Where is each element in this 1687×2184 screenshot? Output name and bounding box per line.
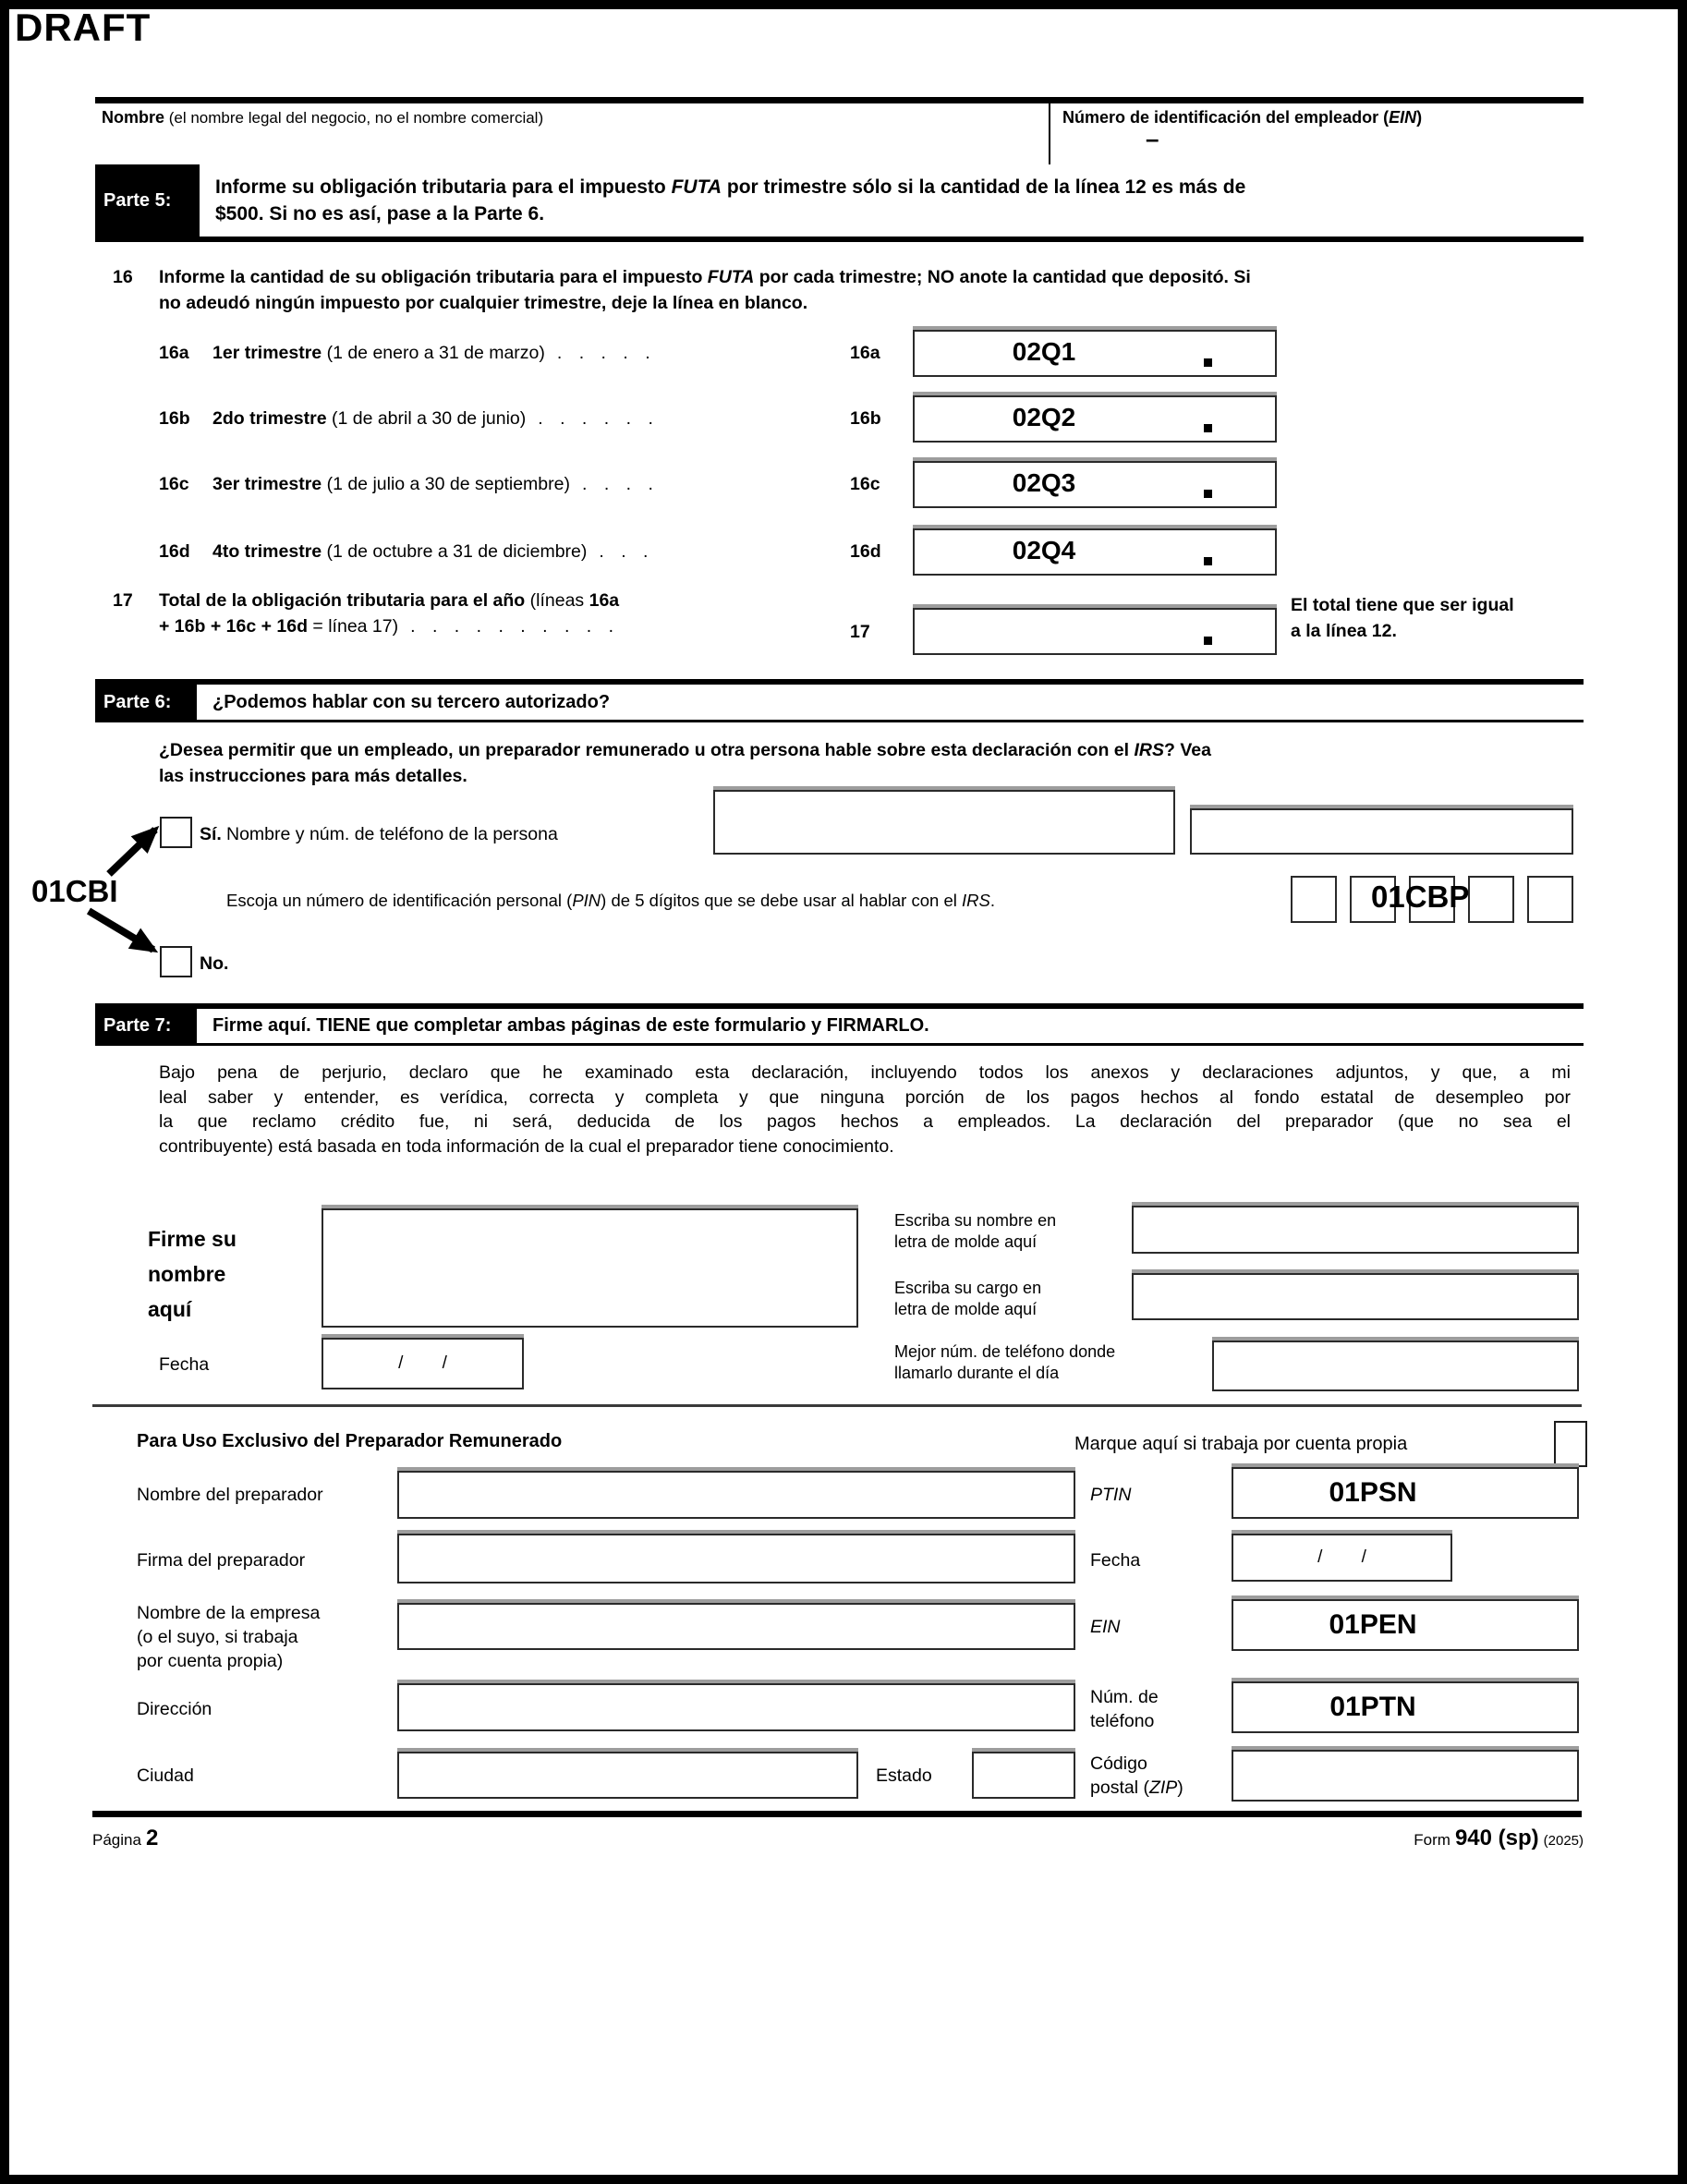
field-code-ptin: 01PSN <box>1329 1477 1417 1508</box>
page-number: Página 2 <box>92 1826 159 1850</box>
part6-label: Parte 6: <box>95 685 197 720</box>
row-16c-id-right: 16c <box>850 474 880 494</box>
amount-field-16b[interactable] <box>913 395 1277 443</box>
draft-watermark: DRAFT <box>15 6 152 49</box>
row-16a-label: 1er trimestre (1 de enero a 31 de marzo) . . . . . <box>212 343 650 363</box>
part7-label: Parte 7: <box>95 1009 197 1043</box>
business-name-label: Nombre (el nombre legal del negocio, no el nombre comercial) <box>102 108 544 127</box>
field-code-16c: 02Q3 <box>1012 468 1076 497</box>
line17-note-line1: El total tiene que ser igual <box>1291 595 1514 615</box>
row-16b-label: 2do trimestre (1 de abril a 30 de junio) . . . . . . <box>212 408 653 429</box>
preparer-name-field[interactable] <box>397 1471 1075 1519</box>
line17-text-line2: + 16b + 16c + 16d = línea 17) . . . . . . . . . . <box>159 616 614 637</box>
row-16d-label: 4to trimestre (1 de octubre a 31 de diciembre) . . . <box>212 541 649 562</box>
field-code-16d: 02Q4 <box>1012 536 1076 564</box>
state-label: Estado <box>876 1765 932 1786</box>
row-16b-id-right: 16b <box>850 408 881 429</box>
line17-text-line1: Total de la obligación tributaria para el año (líneas 16a <box>159 590 620 611</box>
state-field[interactable] <box>972 1752 1075 1799</box>
self-employed-label: Marque aquí si trabaja por cuenta propia <box>1074 1434 1408 1454</box>
field-code-phone: 01PTN <box>1329 1692 1416 1722</box>
designee-name-field[interactable] <box>713 790 1175 855</box>
amount-field-16a[interactable] <box>913 330 1277 377</box>
part6-bar <box>95 685 1584 722</box>
pin-field-code: 01CBP <box>1371 880 1470 914</box>
form-id: Form 940 (sp) (2025) <box>1414 1826 1584 1850</box>
perjury-line-2: leal saber y entender, es verídica, correcta y completa y que ninguna porción de los pagos hechos al fondo estatal de desempleo por <box>159 1087 1571 1108</box>
row-16a-id-right: 16a <box>850 343 880 363</box>
print-title-field[interactable] <box>1132 1273 1579 1320</box>
zip-field[interactable] <box>1232 1750 1579 1802</box>
business-name-field[interactable] <box>102 127 1039 164</box>
part5-label: Parte 5: <box>95 164 200 237</box>
print-name-label: Escriba su nombre en letra de molde aquí <box>894 1211 1057 1251</box>
line17-note-line2: a la línea 12. <box>1291 621 1397 641</box>
part6-intro-line1: ¿Desea permitir que un empleado, un preparador remunerado u otra persona hable sobre esta declaración con el IRS? Vea <box>159 740 1211 760</box>
preparer-phone-field[interactable] <box>1232 1681 1579 1733</box>
preparer-ein-label: EIN <box>1090 1617 1121 1637</box>
ein-field[interactable] <box>1053 127 1580 164</box>
pin-digit-box-5[interactable] <box>1527 876 1573 923</box>
yes-description: Nombre y núm. de teléfono de la persona <box>226 824 558 844</box>
leader-dots: . . . . <box>581 474 653 494</box>
ptin-field[interactable] <box>1232 1467 1579 1519</box>
field-code-16a: 02Q1 <box>1012 337 1076 366</box>
row-16a-id: 16a <box>159 343 189 363</box>
header-divider <box>1049 103 1050 166</box>
leader-dots: . . . . . . <box>538 408 653 429</box>
sign-date-field[interactable] <box>322 1338 524 1389</box>
self-employed-checkbox[interactable] <box>1554 1421 1587 1467</box>
print-name-field[interactable] <box>1132 1206 1579 1254</box>
part5-bar <box>95 164 1584 242</box>
preparer-date-field[interactable] <box>1232 1534 1452 1582</box>
row-16c-label: 3er trimestre (1 de julio a 30 de septiembre) . . . . <box>212 474 653 494</box>
part5-title: Informe su obligación tributaria para el impuesto FUTA por trimestre sólo si la cantidad de la línea 12 es más de $500. Si no es así, pase a la Parte 6. <box>215 176 1246 224</box>
preparer-phone-label: Núm. de teléfono <box>1090 1687 1159 1731</box>
cbi-arrows <box>18 804 185 970</box>
part6-intro-line2: las instrucciones para más detalles. <box>159 766 467 786</box>
print-title-label: Escriba su cargo en letra de molde aquí <box>894 1279 1042 1318</box>
part6-title: ¿Podemos hablar con su tercero autorizado? <box>212 691 611 712</box>
signature-field[interactable] <box>322 1208 858 1328</box>
row-16d-id: 16d <box>159 541 190 562</box>
line17-number: 17 <box>113 590 133 611</box>
pin-instruction: Escoja un número de identificación personal (PIN) de 5 dígitos que se debe usar al hablar con el IRS. <box>226 891 995 910</box>
cbi-field-code: 01CBI <box>31 874 118 908</box>
date-slashes: / / <box>1317 1547 1366 1567</box>
date-slashes: / / <box>398 1353 447 1373</box>
yes-label: Sí. <box>200 824 222 844</box>
header-top-rule <box>95 97 1584 103</box>
row-16b-id: 16b <box>159 408 190 429</box>
amount-field-16d[interactable] <box>913 528 1277 576</box>
ptin-label: PTIN <box>1090 1485 1132 1505</box>
address-label: Dirección <box>137 1699 212 1719</box>
leader-dots: . . . <box>599 541 649 562</box>
part7-bar <box>95 1009 1584 1046</box>
leader-dots: . . . . . <box>556 343 650 363</box>
preparer-signature-field[interactable] <box>397 1534 1075 1583</box>
leader-dots: . . . . . . . . . . <box>410 616 614 637</box>
preparer-ein-field[interactable] <box>1232 1599 1579 1651</box>
decimal-dot <box>1204 490 1212 498</box>
row-16d-id-right: 16d <box>850 541 881 562</box>
address-field[interactable] <box>397 1683 1075 1731</box>
decimal-dot <box>1204 424 1212 432</box>
field-code-16b: 02Q2 <box>1012 403 1076 431</box>
field-code-ein: 01PEN <box>1329 1609 1417 1640</box>
perjury-line-4: contribuyente) está basada en toda información de la cual el preparador tiene conocimiento. <box>159 1136 894 1157</box>
row-16c-id: 16c <box>159 474 189 494</box>
city-field[interactable] <box>397 1752 858 1799</box>
designee-phone-field[interactable] <box>1190 808 1573 855</box>
firm-name-field[interactable] <box>397 1603 1075 1650</box>
amount-field-16c[interactable] <box>913 461 1277 508</box>
no-label: No. <box>200 953 229 974</box>
line17-id-right: 17 <box>850 622 870 642</box>
decimal-dot <box>1204 358 1212 367</box>
part7-title: Firme aquí. TIENE que completar ambas páginas de este formulario y FIRMARLO. <box>212 1015 929 1036</box>
perjury-line-1: Bajo pena de perjurio, declaro que he examinado esta declaración, incluyendo todos los anexos y declaraciones adjuntos, y que, a mi <box>159 1062 1571 1083</box>
preparer-heading: Para Uso Exclusivo del Preparador Remunerado <box>137 1431 563 1451</box>
no-checkbox[interactable] <box>160 946 192 977</box>
firm-name-label: Nombre de la empresa (o el suyo, si trabaja por cuenta propia) <box>137 1603 321 1671</box>
city-label: Ciudad <box>137 1765 194 1786</box>
preparer-name-label: Nombre del preparador <box>137 1485 323 1505</box>
decimal-dot <box>1204 637 1212 645</box>
line16-text-line1: Informe la cantidad de su obligación tributaria para el impuesto FUTA por cada trimestre; NO anote la cantidad que depositó. Si <box>159 267 1251 287</box>
preparer-separator-rule <box>92 1404 1582 1407</box>
perjury-line-3: la que reclamo crédito fue, ni será, deducida de los pagos hechos a empleados. La declaración del preparador (que no sea el <box>159 1111 1571 1132</box>
preparer-date-label: Fecha <box>1090 1550 1141 1571</box>
sign-here-label: Firme su nombre aquí <box>148 1227 237 1321</box>
pin-digit-box-4[interactable] <box>1468 876 1514 923</box>
ein-label: Número de identificación del empleador (EIN) <box>1062 108 1423 127</box>
amount-field-17[interactable] <box>913 608 1277 655</box>
line16-text-line2: no adeudó ningún impuesto por cualquier trimestre, deje la línea en blanco. <box>159 293 808 313</box>
ein-dash: – <box>1146 125 1159 152</box>
sign-date-label: Fecha <box>159 1354 210 1375</box>
line16-number: 16 <box>113 267 133 287</box>
best-phone-field[interactable] <box>1212 1341 1579 1391</box>
preparer-signature-label: Firma del preparador <box>137 1550 306 1571</box>
footer-rule <box>92 1811 1582 1817</box>
pin-digit-box-1[interactable] <box>1291 876 1337 923</box>
best-phone-label: Mejor núm. de teléfono donde llamarlo durante el día <box>894 1342 1116 1382</box>
decimal-dot <box>1204 557 1212 565</box>
zip-label: Código postal (ZIP) <box>1090 1753 1183 1798</box>
